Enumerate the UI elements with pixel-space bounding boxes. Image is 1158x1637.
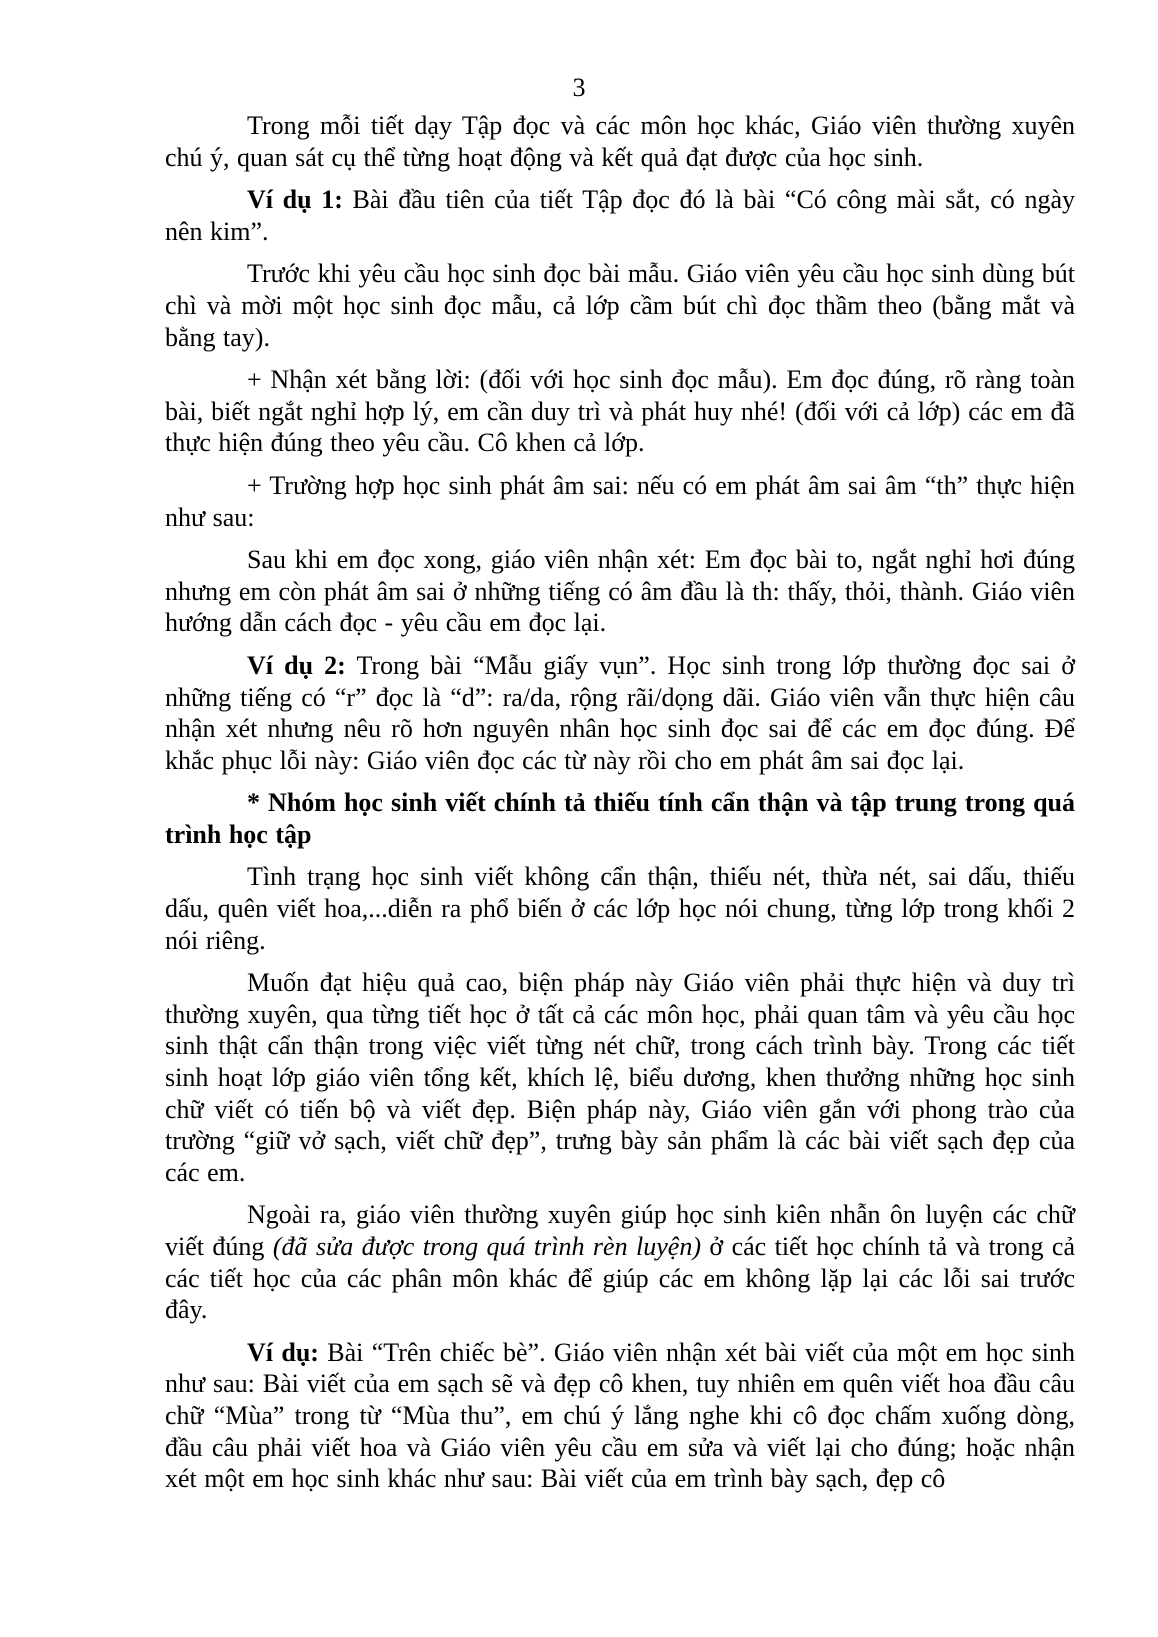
paragraph [165,364,1075,459]
text-run: Tình trạng học sinh viết không cẩn thận, thiếu nét, thừa nét, sai dấu, thiếu dấu, quên viết hoa,...diễn ra phổ biến ở các lớp học nói chung, từng lớp trong khối 2 nói riêng. [165,862,1075,955]
text-run: Trong bài “Mẫu giấy vụn”. Học sinh trong lớp thường đọc sai ở những tiếng có “r” đọc là “d”: ra/da, rộng rãi/dọng dãi. Giáo viên vẫn thực hiện câu nhận xét nhưng nêu rõ hơn nguyên nhân học sinh đọc sai để các em đọc đúng. Để khắc phục lỗi này: Giáo viên đọc các từ này rồi cho em phát âm sai đọc lại. [165,650,1075,775]
text-run: ở các tiết học chính tả và trong cả các tiết học của các phân môn khác để giúp các em không lặp lại các lỗi sai trước đây. [165,1232,1075,1325]
paragraph [165,184,1075,247]
text-run: Muốn đạt hiệu quả cao, biện pháp này Giáo viên phải thực hiện và duy trì thường xuyên, qua từng tiết học ở tất cả các môn học, phải quan tâm và yêu cầu học sinh thật cẩn thận trong việc viết từng nét chữ, trong cách trình bày. Trong các tiết sinh hoạt lớp giáo viên tổng kết, khích lệ, biểu dương, khen thưởng những học sinh chữ viết có tiến bộ và viết đẹp. Biện pháp này, Giáo viên gắn với phong trào của trường “giữ vở sạch, viết chữ đẹp”, trưng bày sản phẩm là các bài viết sạch đẹp của các em. [165,968,1075,1187]
text-run: Trong mỗi tiết dạy Tập đọc và các môn học khác, Giáo viên thường xuyên chú ý, quan sát cụ thể từng hoạt động và kết quả đạt được của học sinh. [165,111,1075,172]
text-run: Ngoài ra, giáo viên thường xuyên giúp học sinh kiên nhẫn ôn luyện các chữ viết đúng [165,1200,1075,1261]
page-number: 3 [572,73,586,102]
paragraph [165,470,1075,533]
text-run: Bài “Trên chiếc bè”. Giáo viên nhận xét bài viết của một em học sinh như sau: Bài viết của em sạch sẽ và đẹp cô khen, tuy nhiên em quên viết hoa đầu câu chữ “Mùa” trong từ “Mùa thu”, em chú ý lắng nghe khi cô đọc chấm xuống dòng, đầu câu phải viết hoa và Giáo viên yêu cầu em sửa và viết lại cho đúng; hoặc nhận xét một em học sinh khác như sau: Bài viết của em trình bày sạch, đẹp cô [165,1337,1075,1494]
paragraph [165,258,1075,353]
heading-text: * Nhóm học sinh viết chính tả thiếu tính cẩn thận và tập trung trong quá trình học tập [165,788,1075,849]
example-label: Ví dụ 1: [247,185,343,215]
text-run: Sau khi em đọc xong, giáo viên nhận xét: Em đọc bài to, ngắt nghỉ hơi đúng nhưng em còn phát âm sai ở những tiếng có âm đầu là th: thấy, thỏi, thành. Giáo viên hướng dẫn cách đọc - yêu cầu em đọc lại. [165,545,1075,638]
section-heading [165,787,1075,850]
paragraph [165,967,1075,1188]
example-label: Ví dụ: [247,1337,319,1367]
paragraph [165,110,1075,173]
example-label: Ví dụ 2: [247,650,346,680]
paragraph [165,1199,1075,1325]
italic-note: (đã sửa được trong quá trình rèn luyện) [272,1232,701,1261]
document-body [165,110,1075,1495]
text-run: Trước khi yêu cầu học sinh đọc bài mẫu. Giáo viên yêu cầu học sinh dùng bút chì và mời một học sinh đọc mẫu, cả lớp cầm bút chì đọc thầm theo (bằng mắt và bằng tay). [165,259,1075,352]
text-run: Bài đầu tiên của tiết Tập đọc đó là bài “Có công mài sắt, có ngày nên kim”. [165,185,1075,246]
text-run: + Nhận xét bằng lời: (đối với học sinh đọc mẫu). Em đọc đúng, rõ ràng toàn bài, biết ngắt nghỉ hợp lý, em cần duy trì và phát huy nhé! (đối với cả lớp) các em đã thực hiện đúng theo yêu cầu. Cô khen cả lớp. [165,365,1075,458]
paragraph [165,861,1075,956]
paragraph [165,544,1075,639]
paragraph [165,1337,1075,1495]
paragraph [165,650,1075,776]
text-run: + Trường hợp học sinh phát âm sai: nếu có em phát âm sai âm “th” thực hiện như sau: [165,470,1075,532]
